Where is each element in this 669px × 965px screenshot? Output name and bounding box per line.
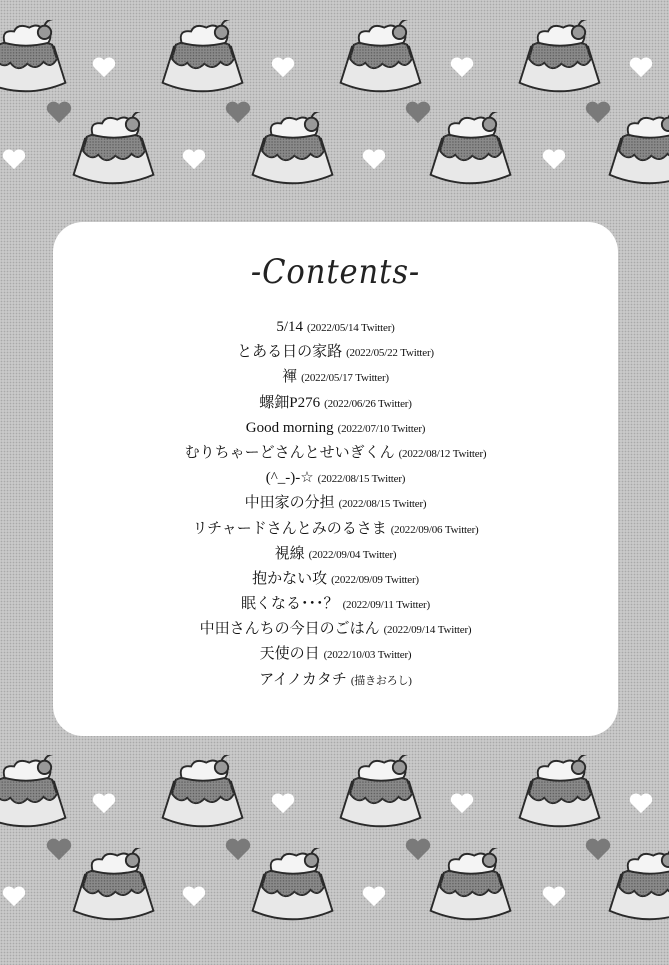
heart-icon [451,58,473,78]
heart-icon [47,839,71,860]
contents-entry [53,390,618,415]
pudding-icon [0,754,65,826]
heart-icon [272,58,294,78]
pudding-icon [610,111,669,183]
pudding-icon [0,19,65,91]
contents-panel [53,222,618,736]
heart-icon [3,150,25,170]
entry-note: (2022/05/17 Twitter) [301,372,389,385]
heart-icon [93,58,115,78]
pudding-icon [431,847,511,919]
contents-heading: -Contents- [250,252,421,292]
entry-title: 褌 [282,369,298,386]
entry-note: (2022/09/11 Twitter) [342,599,430,612]
contents-entry [53,516,618,541]
entry-title: 抱かない攻 [252,570,328,587]
pudding-icon [341,754,421,826]
entry-title: リチャードさんとみのるさま [192,520,387,537]
pudding-icon [341,19,421,91]
entry-note: (2022/08/15 Twitter) [317,473,406,486]
pudding-icon [253,847,333,919]
contents-entry [53,415,618,440]
entry-note: (2022/06/26 Twitter) [324,397,412,410]
entry-note: (2022/08/15 Twitter) [338,498,427,511]
pudding-icon [163,19,243,91]
entry-title: 5/14 [276,319,304,335]
entry-note: (2022/09/09 Twitter) [331,573,419,586]
contents-entry [53,465,618,490]
pudding-icon [163,754,243,826]
contents-entry [53,566,618,591]
entry-title: (^_-)-☆ [265,470,314,487]
entry-title: 中田家の分担 [244,495,335,512]
entry-note: (2022/09/14 Twitter) [383,624,472,637]
contents-entry [53,364,618,389]
heart-icon [543,150,565,170]
entry-note: (2022/09/06 Twitter) [390,523,479,536]
decor-pattern-top [0,0,669,225]
contents-entry [53,616,618,641]
contents-entry [53,314,618,339]
contents-entry [53,591,618,616]
entry-title: 中田さんちの今日のごはん [199,621,380,638]
pudding-icon [520,754,600,826]
entry-title: 視線 [274,545,305,562]
entry-note: (2022/05/22 Twitter) [346,347,434,360]
heart-icon [363,150,385,170]
contents-entry [53,641,618,666]
heart-icon [272,794,294,814]
heart-icon [586,102,610,123]
heart-icon [630,794,652,814]
heart-icon [226,839,250,860]
pudding-icon [253,111,333,183]
entry-title: むりちゃーどさんとせいぎくん [184,444,395,461]
contents-list [53,314,618,692]
contents-entry [53,667,618,692]
heart-icon [226,102,250,123]
heart-icon [183,887,205,907]
heart-icon [363,887,385,907]
entry-title: とある日の家路 [237,344,343,361]
pudding-icon [610,847,669,919]
pudding-icon [74,111,154,183]
contents-entry [53,490,618,515]
heart-icon [586,839,610,860]
heart-icon [47,102,71,123]
entry-title: 眠くなる･･･？ [241,596,339,613]
heart-icon [630,58,652,78]
entry-note: (2022/09/04 Twitter) [308,548,397,561]
contents-entry [53,339,618,364]
entry-note: (2022/08/12 Twitter) [398,447,487,460]
entry-note: (2022/05/14 Twitter) [307,322,395,334]
heart-icon [93,794,115,814]
pudding-icon [74,847,154,919]
heart-icon [406,102,430,123]
heart-icon [451,794,473,814]
contents-entry [53,440,618,465]
heart-icon [183,150,205,170]
entry-title: Good morning [245,419,334,436]
decor-pattern-bottom [0,740,669,965]
pudding-icon [520,19,600,91]
entry-note: (2022/07/10 Twitter) [337,422,426,435]
entry-title: 天使の日 [259,646,320,663]
entry-title: 螺鈿P276 [259,394,321,411]
entry-title: アイノカタチ [259,671,347,688]
entry-note: (描きおろし) [350,674,412,687]
heart-icon [406,839,430,860]
contents-entry [53,541,618,566]
heart-icon [3,887,25,907]
heart-icon [543,887,565,907]
entry-note: (2022/10/03 Twitter) [323,649,412,662]
pudding-icon [431,111,511,183]
